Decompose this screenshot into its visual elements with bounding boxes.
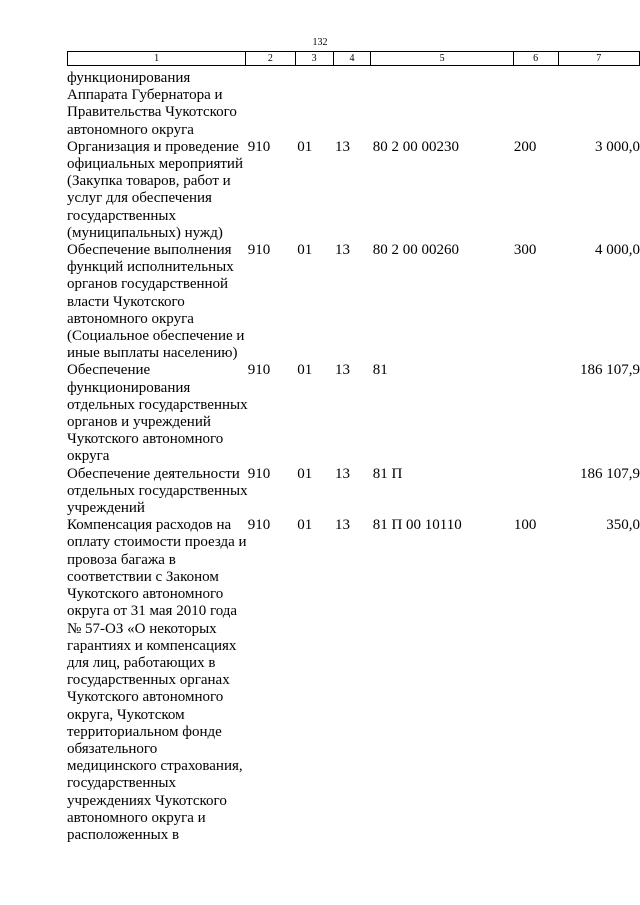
row-target-article: 80 2 00 00260 <box>372 242 459 259</box>
row-name: функционирования Аппарата Губернатора и Правительства Чукотского автономного округа <box>67 70 237 138</box>
row-section: 01 <box>297 362 313 379</box>
row-admin-code <box>248 70 297 139</box>
row-expense-type: 100 <box>513 517 537 534</box>
row-section: 01 <box>297 242 313 259</box>
row-amount: 4 000,0 <box>595 242 640 259</box>
row-amount: 186 107,9 <box>580 362 640 379</box>
row-target-article: 81 П 00 10110 <box>372 517 462 534</box>
row-subsection: 13 <box>334 242 350 259</box>
table-row <box>67 362 640 465</box>
row-subsection: 13 <box>334 362 350 379</box>
budget-table <box>67 70 640 844</box>
row-amount: 350,0 <box>606 517 640 534</box>
row-target-article: 80 2 00 00230 <box>372 138 459 155</box>
row-admin-code: 910 <box>247 138 271 155</box>
row-target-article <box>373 70 514 139</box>
row-subsection: 13 <box>334 138 350 155</box>
row-section <box>297 70 335 139</box>
row-admin-code: 910 <box>247 362 271 379</box>
row-name: Обеспечение функционирования отдельных государственных органов и учреждений Чукотского автономного округа <box>67 362 248 465</box>
column-number: 2 <box>246 52 296 66</box>
row-target-article: 81 П <box>372 465 403 482</box>
table-row <box>67 242 640 362</box>
table-row <box>67 139 640 242</box>
row-expense-type: 200 <box>513 138 537 155</box>
row-expense-type <box>514 362 559 465</box>
row-admin-code: 910 <box>247 517 271 534</box>
row-section: 01 <box>297 465 313 482</box>
row-subsection: 13 <box>334 517 350 534</box>
column-number: 1 <box>68 52 246 66</box>
column-number: 7 <box>558 52 640 66</box>
column-number: 6 <box>513 52 558 66</box>
column-number: 3 <box>295 52 333 66</box>
row-name: Обеспечение выполнения функций исполнительных органов государственной власти Чукотского автономного округа (Социальное обеспечение и иные выплаты населению) <box>67 242 245 362</box>
row-subsection: 13 <box>334 465 350 482</box>
table-row <box>67 70 640 139</box>
row-admin-code: 910 <box>247 465 271 482</box>
row-name: Компенсация расходов на оплату стоимости проезда и провоза багажа в соответствии с Законом Чукотского автономного округа от 31 мая 2010 года № 57-ОЗ «О некоторых гарантиях и компенсациях для лиц, работающих в государственных органах Чукотского автономного округа, Чукотском территориальном фонде обязательного медицинского страхования, государственных учреждениях Чукотского автономного округа и расположенных в <box>67 517 247 843</box>
row-name: Обеспечение деятельности отдельных государственных учреждений <box>67 465 248 517</box>
column-number: 4 <box>333 52 371 66</box>
table-row <box>67 466 640 518</box>
row-amount <box>559 70 640 139</box>
row-section: 01 <box>297 138 313 155</box>
row-expense-type: 300 <box>513 242 537 259</box>
column-number: 5 <box>371 52 513 66</box>
table-row <box>67 517 640 844</box>
row-amount: 3 000,0 <box>595 138 640 155</box>
page-number: 132 <box>312 37 328 48</box>
row-target-article: 81 <box>372 362 388 379</box>
column-number-header <box>67 51 640 66</box>
row-section: 01 <box>297 517 313 534</box>
row-expense-type <box>514 466 559 518</box>
row-subsection <box>335 70 373 139</box>
row-name: Организация и проведение официальных мероприятий (Закупка товаров, работ и услуг для обеспечения государственных (муниципальных) нужд) <box>67 138 243 241</box>
row-admin-code: 910 <box>247 242 271 259</box>
row-amount: 186 107,9 <box>580 465 640 482</box>
row-expense-type <box>514 70 559 139</box>
